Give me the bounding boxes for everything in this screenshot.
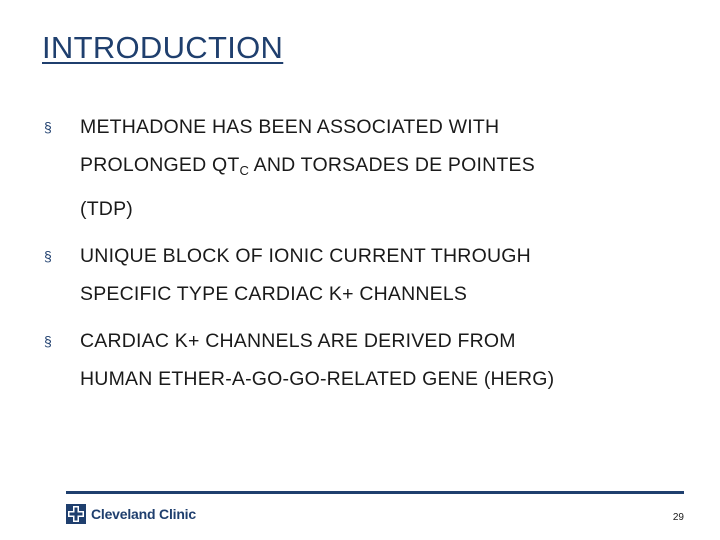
bullet-text-line: CARDIAC K+ CHANNELS ARE DERIVED FROM — [80, 330, 516, 352]
bullet-text-line: (TDP) — [80, 198, 133, 220]
bullet-item-methadone — [44, 108, 684, 228]
qt-text: PROLONGED QT — [80, 154, 240, 176]
bullet-list — [44, 108, 684, 407]
bullet-text-line: HUMAN ETHER-A-GO-GO-RELATED GENE (HERG) — [80, 368, 555, 390]
slide-title: INTRODUCTION — [42, 30, 284, 65]
torsades-text: AND TORSADES DE POINTES — [249, 154, 535, 176]
bullet-text-line: UNIQUE BLOCK OF IONIC CURRENT THROUGH — [80, 245, 531, 267]
cleveland-clinic-logo — [66, 504, 196, 524]
bullet-marker-icon: § — [44, 248, 52, 264]
bullet-item-herg — [44, 322, 684, 398]
bullet-marker-icon: § — [44, 119, 52, 135]
bullet-text-line: METHADONE HAS BEEN ASSOCIATED WITH — [80, 116, 500, 138]
bullet-text-line — [80, 146, 684, 190]
footer-divider — [66, 491, 684, 494]
cleveland-clinic-logo-mark-icon — [66, 504, 86, 524]
bullet-marker-icon: § — [44, 333, 52, 349]
bullet-item-ionic-current — [44, 237, 684, 313]
bullet-text-line: SPECIFIC TYPE CARDIAC K+ CHANNELS — [80, 283, 468, 305]
page-number: 29 — [672, 512, 684, 523]
qt-subscript: C — [239, 163, 250, 178]
logo-text: Cleveland Clinic — [91, 506, 196, 522]
